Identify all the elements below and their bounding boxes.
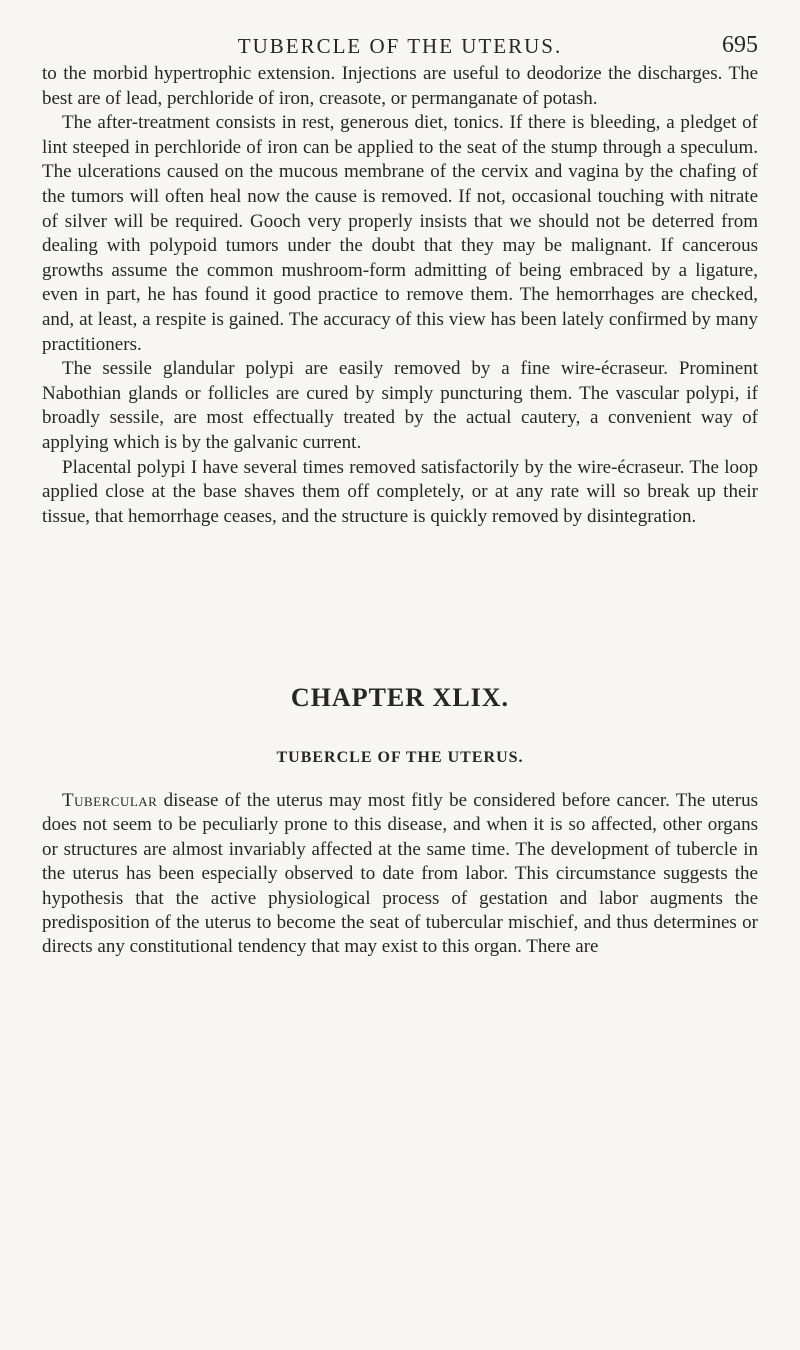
paragraph-after-treatment: The after-treatment consists in rest, generous diet, tonics. If there is bleeding, a pledget of lint steeped in perchloride of iron can be applied to the seat of the stump through a speculum. The ulcerations caused on the mucous membrane of the cervix and vagina by the chafing of the tumors will often heal now the cause is removed. If not, occasional touching with nitrate of silver will be required. Gooch very properly insists that we should not be deterred from dealing with polypoid tumors under the doubt that they may be malignant. If cancerous growths assume the common mushroom-form admitting of being embraced by a ligature, even in part, he has found it good practice to remove them. The hemorrhages are checked, and, at least, a respite is gained. The accuracy of this view has been lately confirmed by many practitioners. [42, 112, 758, 355]
page-number: 695 [722, 32, 758, 58]
chapter-paragraph-text: disease of the uterus may most fitly be considered before cancer. The uterus does not seem to be peculiarly prone to this disease, and when it is so affected, other organs or structures are almost invariably affected at the same time. The development of tubercle in the uterus has been especially observed to date from labor. This circumstance suggests the hypothesis that the active physiological process of gestation and labor augments the predisposition of the uterus to become the seat of tubercular mischief, and thus determines or directs any constitutional tendency that may exist to this organ. There are [42, 790, 758, 958]
paragraph-placental-polypi: Placental polypi I have several times removed satisfactorily by the wire-écraseur. The loop applied close at the base shaves them off completely, or at any rate will so break up their tissue, that hemorrhage ceases, and the structure is quickly removed by disintegration. [42, 456, 758, 527]
body-text [42, 62, 758, 529]
chapter-lead-word: Tubercular [62, 790, 158, 811]
chapter-subtitle: TUBERCLE OF THE UTERUS. [276, 749, 524, 766]
chapter-heading [42, 683, 758, 767]
running-head [42, 32, 758, 62]
chapter-body [42, 789, 758, 960]
paragraph-sessile-polypi: The sessile glandular polypi are easily removed by a fine wire-écraseur. Prominent Nabothian glands or follicles are cured by simply puncturing them. The vascular polypi, if broadly sessile, are most effectually treated by the actual cautery, a convenient way of applying which is by the galvanic current. [42, 358, 758, 453]
chapter-title: CHAPTER XLIX. [290, 683, 510, 712]
chapter-paragraph [42, 789, 758, 960]
paragraph-continued: to the morbid hypertrophic extension. Injections are useful to deodorize the discharges. The best are of lead, perchloride of iron, creasote, or permanganate of potash. [42, 63, 758, 109]
running-head-title: TUBERCLE OF THE UTERUS. [237, 34, 563, 58]
